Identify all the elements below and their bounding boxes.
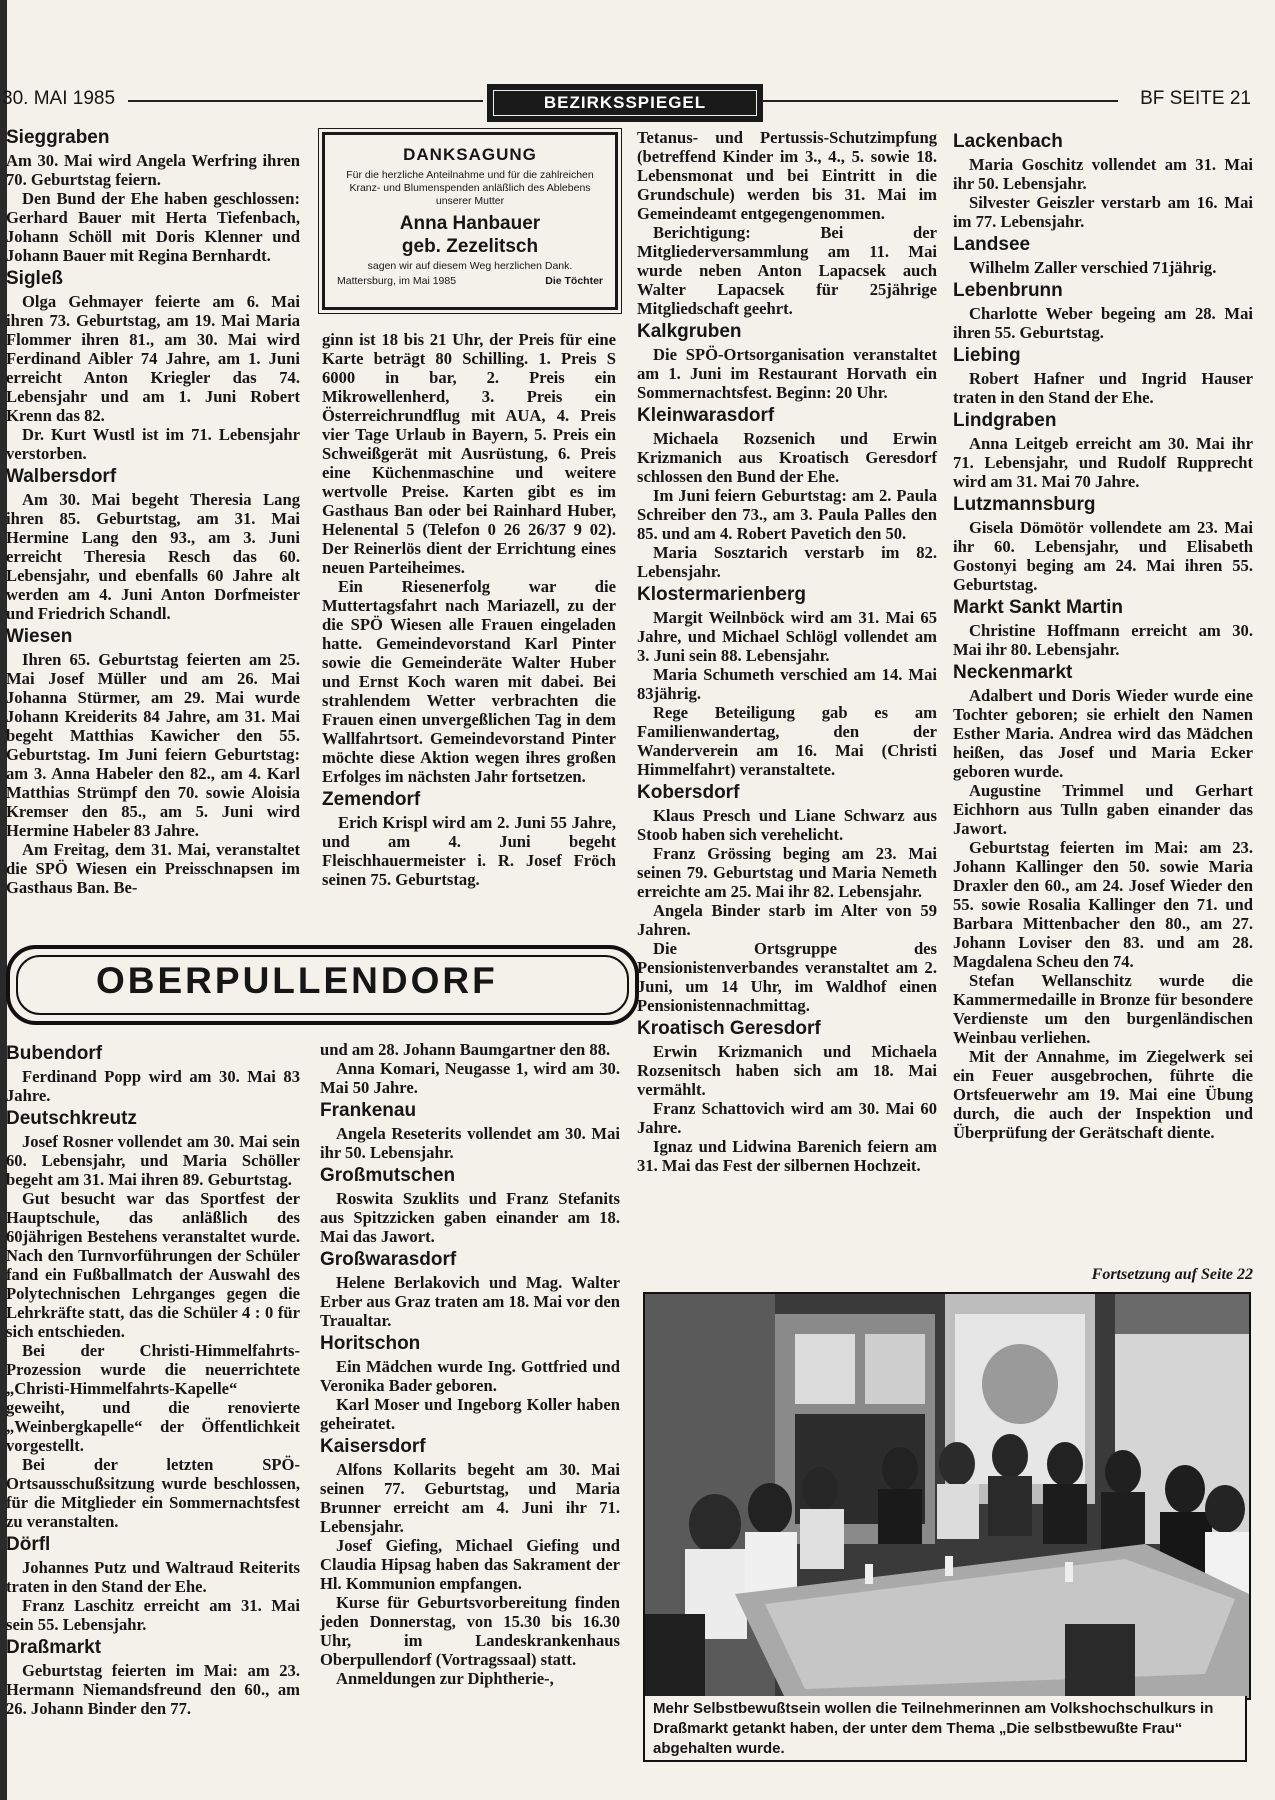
- place-heading: Kleinwarasdorf: [637, 405, 775, 426]
- news-paragraph: Mit der Annahme, im Ziegelwerk sei ein Feuer ausgebrochen, führte die Ortsfeuerwehr am 19. Mai eine Übung durch, die auch der Inspektion und Überprüfung der Gerätschaft diente.: [953, 1047, 1253, 1142]
- place-heading: Kroatisch Geresdorf: [637, 1018, 821, 1039]
- thanks-signature: Die Töchter: [545, 275, 603, 287]
- section-banner-title: OBERPULLENDORF: [16, 955, 629, 1015]
- news-paragraph: Josef Rosner vollendet am 30. Mai sein 60. Lebensjahr, und Maria Schöller begeht am 31. Mai ihren 89. Geburtstag.: [6, 1132, 300, 1189]
- place-heading: Walbersdorf: [6, 466, 117, 487]
- column-6: [320, 1040, 620, 1688]
- thanks-title: DANKSAGUNG: [403, 145, 537, 164]
- news-paragraph: Am 30. Mai begeht Theresia Lang ihren 85. Geburtstag, am 31. Mai Hermine Lang den 93., am 3. Juni erreicht Theresia Resch das 60. Lebensjahr, und ebenfalls 60 Jahre alt werden am 4. Juni Anton Dorfmeister und Friedrich Schandl.: [6, 490, 300, 623]
- header-rule-left: [128, 100, 483, 102]
- news-paragraph: Tetanus- und Pertussis-Schutzimpfung (betreffend Kinder im 3., 4., 5. sowie 18. Lebensmonat und bei Eintritt in die Grundschule) werden bis 31. Mai im Gemeindeamt entgegengenommen.: [637, 128, 937, 223]
- news-paragraph: Anna Komari, Neugasse 1, wird am 30. Mai 50 Jahre.: [320, 1059, 620, 1097]
- header-rule-right: [762, 100, 1118, 102]
- news-paragraph: Josef Giefing, Michael Giefing und Claudia Hipsag haben das Sakrament der Hl. Kommunion empfangen.: [320, 1536, 620, 1593]
- news-paragraph: Franz Schattovich wird am 30. Mai 60 Jahre.: [637, 1099, 937, 1137]
- place-heading: Kaisersdorf: [320, 1436, 426, 1457]
- news-paragraph: Die SPÖ-Ortsorganisation veranstaltet am 1. Juni im Restaurant Horvath ein Sommernachtsfest. Beginn: 20 Uhr.: [637, 345, 937, 402]
- news-paragraph: Geburtstag feierten im Mai: am 23. Hermann Niemandsfreund den 60., am 26. Johann Binder den 77.: [6, 1661, 300, 1718]
- news-paragraph: Bei der letzten SPÖ-Ortsausschußsitzung wurde beschlossen, für die Mitglieder ein Sommernachtsfest zu veranstalten.: [6, 1455, 300, 1531]
- page-number: BF SEITE 21: [1140, 88, 1251, 109]
- news-paragraph: Christine Hoffmann erreicht am 30. Mai ihr 80. Lebensjahr.: [953, 621, 1253, 659]
- continued-note: Fortsetzung auf Seite 22: [1091, 1266, 1253, 1283]
- news-paragraph: Im Juni feiern Geburtstag: am 2. Paula Schreiber den 73., am 3. Paula Palles den 85. und am 4. Robert Pavetich den 50.: [637, 486, 937, 543]
- place-heading: Klostermarienberg: [637, 584, 806, 605]
- place-heading: Zemendorf: [322, 789, 421, 810]
- news-paragraph: Gut besucht war das Sportfest der Hauptschule, das anläßlich des 60jährigen Bestehens veranstaltet wurde. Nach den Turnvorführungen der Schüler fand ein Fußballmatch der Auswahl des Polytechnischen Lehrganges gegen die Lehrkräfte statt, das die Schüler 4 : 0 für sich entschieden.: [6, 1189, 300, 1341]
- place-heading: Bubendorf: [6, 1043, 103, 1064]
- place-heading: Sigleß: [6, 268, 64, 289]
- news-paragraph: Helene Berlakovich und Mag. Walter Erber aus Graz traten am 18. Mai vor den Traualtar.: [320, 1273, 620, 1330]
- news-paragraph: Erich Krispl wird am 2. Juni 55 Jahre, und am 4. Juni begeht Fleischhauermeister i. R. Josef Fröch seinen 75. Geburtstag.: [322, 813, 616, 889]
- column-2: [322, 330, 616, 889]
- thanks-text-2: sagen wir auf diesem Weg herzlichen Dank.: [367, 260, 573, 272]
- deceased-birth-name: geb. Zezelitsch: [401, 236, 539, 257]
- news-paragraph: Klaus Presch und Liane Schwarz aus Stoob haben sich verehelicht.: [637, 806, 937, 844]
- place-heading: Großmutschen: [320, 1165, 456, 1186]
- thanks-text: Für die herzliche Anteilnahme und für die zahlreichen Kranz- und Blumenspenden anläßlich des Ablebens unserer Mutter: [346, 169, 594, 207]
- photo-image: [645, 1294, 1249, 1698]
- place-heading: Horitschon: [320, 1333, 421, 1354]
- news-paragraph: Johannes Putz und Waltraud Reiterits traten in den Stand der Ehe.: [6, 1558, 300, 1596]
- place-heading: Kalkgruben: [637, 321, 742, 342]
- news-paragraph: Stefan Wellanschitz wurde die Kammermedaille in Bronze für besondere Verdienste um den burgenländischen Weinbau verliehen.: [953, 971, 1253, 1047]
- news-paragraph: Silvester Geiszler verstarb am 16. Mai im 77. Lebensjahr.: [953, 193, 1253, 231]
- photo-caption: Mehr Selbstbewußtsein wollen die Teilnehmerinnen am Volkshochschulkurs in Draßmarkt getankt haben, der unter dem Thema „Die selbstbewußte Frau“ abgehalten wurde.: [643, 1696, 1247, 1762]
- news-paragraph: Ein Riesenerfolg war die Muttertagsfahrt nach Mariazell, zu der die SPÖ Wiesen alle Frauen eingeladen hatte. Gemeindevorstand Karl Pinter sowie die Gemeinderäte Walter Huber und Ernst Koch waren mit dabei. Bei strahlendem Wetter verbrachten die Frauen einen unvergeßlichen Tag in dem Wallfahrtsort. Gemeindevorstand Pinter möchte diese Aktion wegen ihres großen Erfolges im nächsten Jahr fortsetzen.: [322, 577, 616, 786]
- place-heading: Dörfl: [6, 1534, 51, 1555]
- news-paragraph: Maria Sosztarich verstarb im 82. Lebensjahr.: [637, 543, 937, 581]
- column-4: [953, 128, 1253, 1142]
- news-paragraph: Franz Laschitz erreicht am 31. Mai sein 55. Lebensjahr.: [6, 1596, 300, 1634]
- news-paragraph: Michaela Rozsenich und Erwin Krizmanich aus Kroatisch Geresdorf schlossen den Bund der Ehe.: [637, 429, 937, 486]
- news-paragraph: Augustine Trimmel und Gerhart Eichhorn aus Tulln gaben einander das Jawort.: [953, 781, 1253, 838]
- deceased-name: Anna Hanbauer: [399, 213, 541, 234]
- news-paragraph: Alfons Kollarits begeht am 30. Mai seinen 77. Geburtstag, und Maria Brunner erreicht am 4. Juni ihr 71. Lebensjahr.: [320, 1460, 620, 1536]
- news-paragraph: Angela Reseterits vollendet am 30. Mai ihr 50. Lebensjahr.: [320, 1124, 620, 1162]
- news-paragraph: Karl Moser und Ingeborg Koller haben geheiratet.: [320, 1395, 620, 1433]
- place-heading: Kobersdorf: [637, 782, 740, 803]
- news-paragraph: Charlotte Weber begeing am 28. Mai ihren 55. Geburtstag.: [953, 304, 1253, 342]
- news-paragraph: Ihren 65. Geburtstag feierten am 25. Mai Josef Müller und am 26. Mai Johanna Stürmer, am 29. Mai wurde Johann Kreiderits 84 Jahre, am 31. Mai begeht Matthias Kawicher den 55. Geburtstag. Im Juni feiern Geburtstag: am 3. Anna Habeler den 82., am 4. Karl Matthias Strümpf den 70. sowie Aloisia Kremser den 85., am 5. Juni wird Hermine Habeler 83 Jahre.: [6, 650, 300, 840]
- news-paragraph: Am Freitag, dem 31. Mai, veranstaltet die SPÖ Wiesen ein Preisschnapsen im Gasthaus Ban. Be-: [6, 840, 300, 897]
- news-paragraph: Roswita Szuklits und Franz Stefanits aus Spitzzicken gaben einander am 18. Mai das Jawort.: [320, 1189, 620, 1246]
- section-label-box: [487, 84, 763, 122]
- news-paragraph: Gisela Dömötör vollendete am 23. Mai ihr 60. Lebensjahr, und Elisabeth Gostonyi beging am 24. Mai ihren 55. Geburtstag.: [953, 518, 1253, 594]
- place-heading: Sieggraben: [6, 127, 110, 148]
- place-heading: Markt Sankt Martin: [953, 597, 1123, 618]
- section-banner: [6, 945, 639, 1025]
- news-paragraph: Olga Gehmayer feierte am 6. Mai ihren 73. Geburtstag, am 19. Mai Maria Flommer ihren 81., am 30. Mai wird Ferdinand Aibler 74 Jahre, am 1. Juni erreicht Anton Kriegler das 74. Lebensjahr und am 1. Juni Robert Krenn das 82.: [6, 292, 300, 425]
- news-paragraph: Anmeldungen zur Diphtherie-,: [336, 1669, 554, 1688]
- place-heading: Frankenau: [320, 1100, 417, 1121]
- news-paragraph: Maria Schumeth verschied am 14. Mai 83jährig.: [637, 665, 937, 703]
- place-heading: Deutschkreutz: [6, 1108, 137, 1129]
- news-paragraph: Ein Mädchen wurde Ing. Gottfried und Veronika Bader geboren.: [320, 1357, 620, 1395]
- news-paragraph: Robert Hafner und Ingrid Hauser traten in den Stand der Ehe.: [953, 369, 1253, 407]
- thanks-notice: [322, 132, 618, 310]
- news-paragraph: Kurse für Geburtsvorbereitung finden jeden Donnerstag, von 15.30 bis 16.30 Uhr, im Landeskrankenhaus Oberpullendorf (Vortragssaal) statt.: [320, 1593, 620, 1669]
- place-heading: Liebing: [953, 345, 1021, 366]
- issue-date: 30. MAI 1985: [2, 88, 116, 109]
- news-paragraph: und am 28. Johann Baumgartner den 88.: [320, 1040, 611, 1059]
- section-label: BEZIRKSSPIEGEL: [493, 90, 757, 116]
- group-photo: [643, 1292, 1251, 1700]
- column-3: [637, 128, 937, 1175]
- news-paragraph: Rege Beteiligung gab es am Familienwandertag, den der Wanderverein am 16. Mai (Christi Himmelfahrt) veranstaltete.: [637, 703, 937, 779]
- news-paragraph: Berichtigung: Bei der Mitgliederversammlung am 11. Mai wurde neben Anton Lapacsek auch Walter Lapacsek für 25jährige Mitgliedschaft geehrt.: [637, 223, 937, 318]
- place-heading: Lutzmannsburg: [953, 494, 1096, 515]
- column-1: [6, 124, 300, 897]
- news-paragraph: Maria Goschitz vollendet am 31. Mai ihr 50. Lebensjahr.: [953, 155, 1253, 193]
- place-heading: Lebenbrunn: [953, 280, 1063, 301]
- news-paragraph: Wilhelm Zaller verschied 71jährig.: [969, 258, 1217, 277]
- place-heading: Wiesen: [6, 626, 73, 647]
- news-paragraph: Franz Grössing beging am 23. Mai seinen 79. Geburtstag und Maria Nemeth erreichte am 25. Mai ihr 82. Lebensjahr.: [637, 844, 937, 901]
- news-paragraph: Anna Leitgeb erreicht am 30. Mai ihr 71. Lebensjahr, und Rudolf Rupprecht wird am 31. Mai 70 Jahre.: [953, 434, 1253, 491]
- news-paragraph: Am 30. Mai wird Angela Werfring ihren 70. Geburtstag feiern.: [6, 151, 300, 189]
- place-heading: Landsee: [953, 234, 1031, 255]
- thanks-place: Mattersburg, im Mai 1985: [337, 275, 457, 287]
- news-paragraph: Dr. Kurt Wustl ist im 71. Lebensjahr verstorben.: [6, 425, 300, 463]
- news-paragraph: Ferdinand Popp wird am 30. Mai 83 Jahre.: [6, 1067, 300, 1105]
- news-paragraph: Erwin Krizmanich und Michaela Rozsenitsch haben sich am 18. Mai vermählt.: [637, 1042, 937, 1099]
- place-heading: Neckenmarkt: [953, 662, 1073, 683]
- news-paragraph: Angela Binder starb im Alter von 59 Jahren.: [637, 901, 937, 939]
- place-heading: Lindgraben: [953, 410, 1057, 431]
- news-paragraph: Margit Weilnböck wird am 31. Mai 65 Jahre, und Michael Schlögl vollendet am 3. Juni sein 88. Lebensjahr.: [637, 608, 937, 665]
- place-heading: Lackenbach: [953, 131, 1063, 152]
- news-paragraph: Die Ortsgruppe des Pensionistenverbandes veranstaltet am 2. Juni, um 14 Uhr, im Waldhof einen Pensionistennachmittag.: [637, 939, 937, 1015]
- news-paragraph: ginn ist 18 bis 21 Uhr, der Preis für eine Karte beträgt 80 Schilling. 1. Preis S 6000 in bar, 2. Preis ein Mikrowellenherd, 3. Preis ein Österreichrundflug mit AUA, 4. Preis vier Tage Urlaub in Bayern, 5. Preis ein Schweißgerät mit Ausrüstung, 6. Preis eine Küchenmaschine und weitere wertvolle Preise. Karten gibt es im Gasthaus Ban oder bei Rainhard Huber, Helenental 5 (Telefon 0 26 26/37 9 02). Der Reinerlös dient der Errichtung eines neuen Parteiheimes.: [322, 330, 616, 577]
- column-5: [6, 1040, 300, 1718]
- place-heading: Draßmarkt: [6, 1637, 102, 1658]
- news-paragraph: Geburtstag feierten im Mai: am 23. Johann Kallinger den 50. sowie Maria Draxler den 60., am 24. Josef Wieder den 55. sowie Rosalia Kallinger den 71. und Barbara Mittenbacher den 80., am 27. Johann Loviser den 83. und am 28. Magdalena Scheu den 74.: [953, 838, 1253, 971]
- news-paragraph: Bei der Christi-Himmelfahrts-Prozession wurde die neuerrichtete „Christi-Himmelfahrts-Kapelle“ geweiht, und die renovierte „Weinbergkapelle“ der Öffentlichkeit vorgestellt.: [6, 1341, 300, 1455]
- place-heading: Großwarasdorf: [320, 1249, 457, 1270]
- news-paragraph: Ignaz und Lidwina Barenich feiern am 31. Mai das Fest der silbernen Hochzeit.: [637, 1137, 937, 1175]
- news-paragraph: Den Bund der Ehe haben geschlossen: Gerhard Bauer mit Herta Tiefenbach, Johann Schöll mit Doris Klenner und Johann Bauer mit Regina Bernhardt.: [6, 189, 300, 265]
- thanks-footer: [325, 273, 615, 289]
- news-paragraph: Adalbert und Doris Wieder wurde eine Tochter geboren; sie erhielt den Namen Esther Maria. Andrea wird das Mädchen heißen, das Josef und Maria Ecker geboren wurde.: [953, 686, 1253, 781]
